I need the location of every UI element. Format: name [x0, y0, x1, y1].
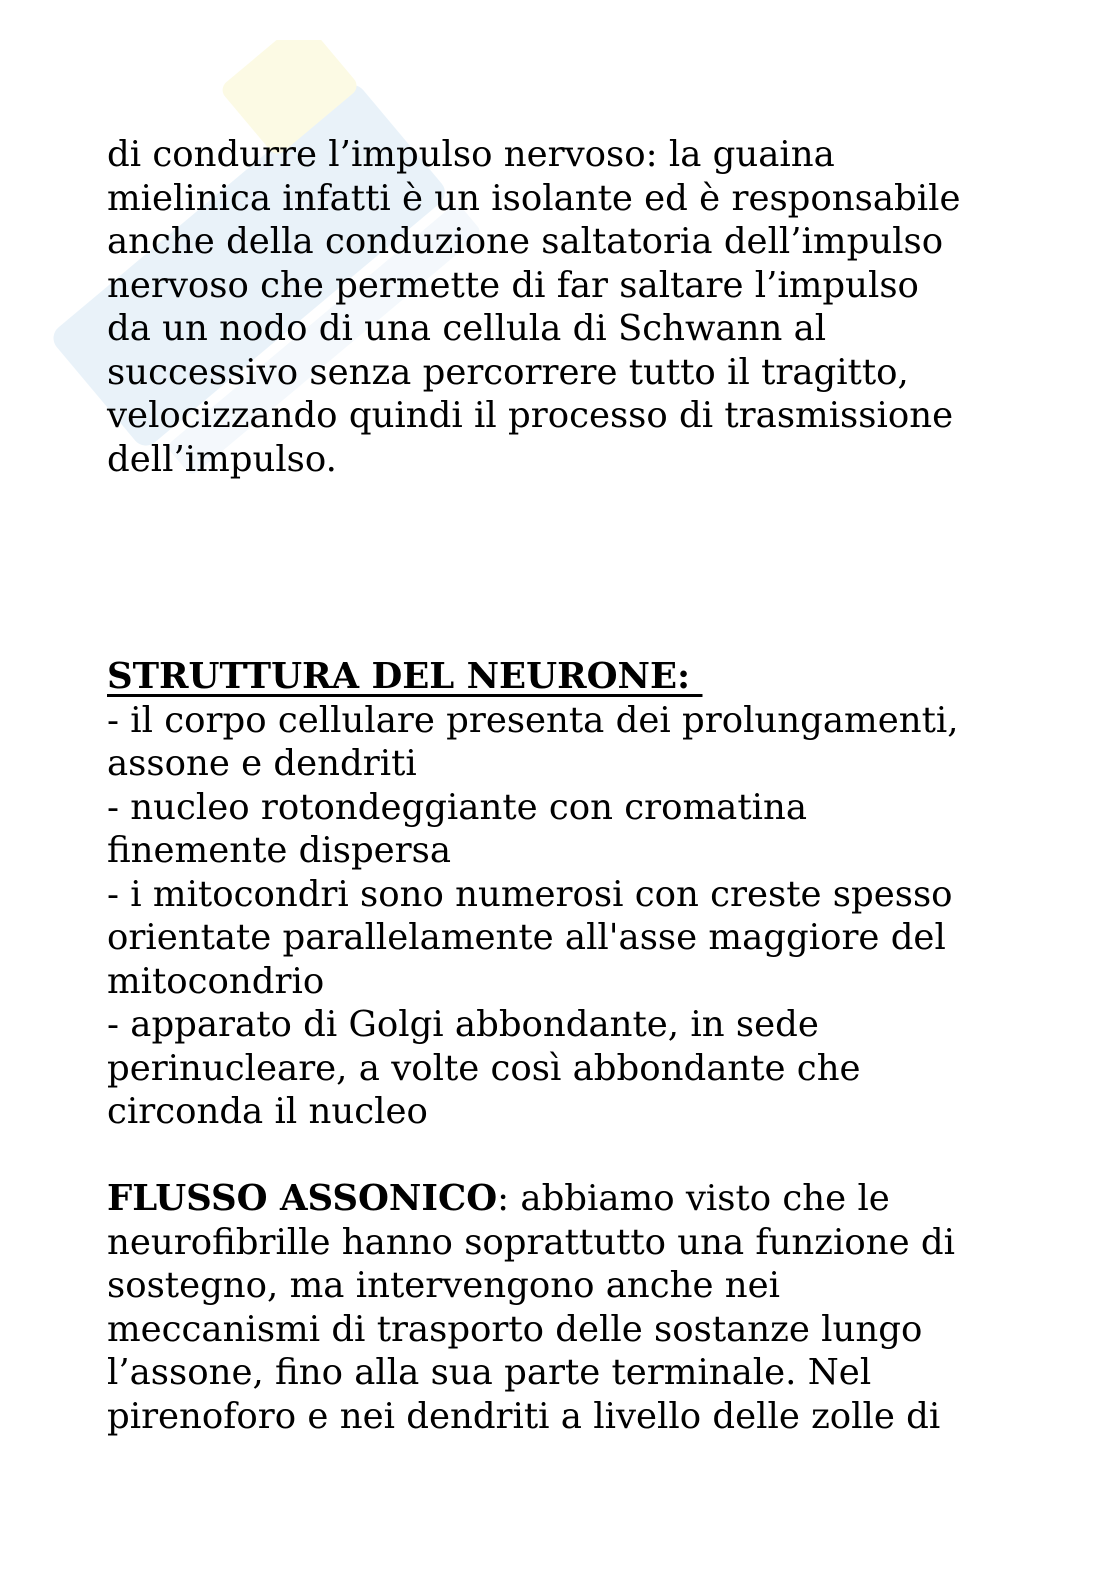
- section-struttura-neurone: [107, 655, 1027, 1134]
- text-line: successivo senza percorrere tutto il tragitto,: [107, 351, 909, 393]
- text-line: da un nodo di una cellula di Schwann al: [107, 308, 827, 349]
- section-heading: STRUTTURA DEL NEURONE:: [107, 656, 703, 697]
- list-line: mitocondrio: [107, 960, 325, 1002]
- list-line: circonda il nucleo: [107, 1091, 428, 1132]
- text-line: dell’impulso.: [107, 438, 337, 480]
- section-flusso-assonico: [107, 1177, 1027, 1438]
- section-first-line: [107, 1177, 1027, 1221]
- paragraph-myelin: [107, 133, 1027, 481]
- text-line: velocizzando quindi il processo di trasmissione: [107, 395, 954, 436]
- list-line: finemente dispersa: [107, 830, 452, 871]
- text-line: di condurre l’impulso nervoso: la guaina: [107, 134, 835, 175]
- text-line: nervoso che permette di far saltare l’impulso: [107, 264, 919, 306]
- text-line: neurofibrille hanno soprattutto una funzione di: [107, 1221, 955, 1263]
- section-heading-inline: FLUSSO ASSONICO: [107, 1178, 498, 1219]
- document-page: [107, 133, 1027, 1438]
- list-line: perinucleare, a volte così abbondante che: [107, 1047, 861, 1089]
- list-line: - i mitocondri sono numerosi con creste spesso: [107, 873, 953, 915]
- text-line: anche della conduzione saltatoria dell’impulso: [107, 221, 944, 262]
- spacer: [107, 481, 1027, 655]
- text-line: mielinica infatti è un isolante ed è responsabile: [107, 177, 961, 219]
- list-line: assone e dendriti: [107, 743, 417, 784]
- list-line: - nucleo rotondeggiante con cromatina: [107, 786, 807, 828]
- text-line: sostegno, ma intervengono anche nei: [107, 1265, 781, 1306]
- list-line: - apparato di Golgi abbondante, in sede: [107, 1004, 819, 1045]
- section-first-line-text: : abbiamo visto che le: [497, 1178, 890, 1219]
- text-line: l’assone, fino alla sua parte terminale. Nel: [107, 1352, 872, 1393]
- list-line: - il corpo cellulare presenta dei prolungamenti,: [107, 699, 959, 741]
- text-line: pirenoforo e nei dendriti a livello delle zolle di: [107, 1395, 941, 1437]
- spacer: [107, 1134, 1027, 1178]
- list-line: orientate parallelamente all'asse maggiore del: [107, 917, 946, 958]
- text-line: meccanismi di trasporto delle sostanze lungo: [107, 1308, 923, 1350]
